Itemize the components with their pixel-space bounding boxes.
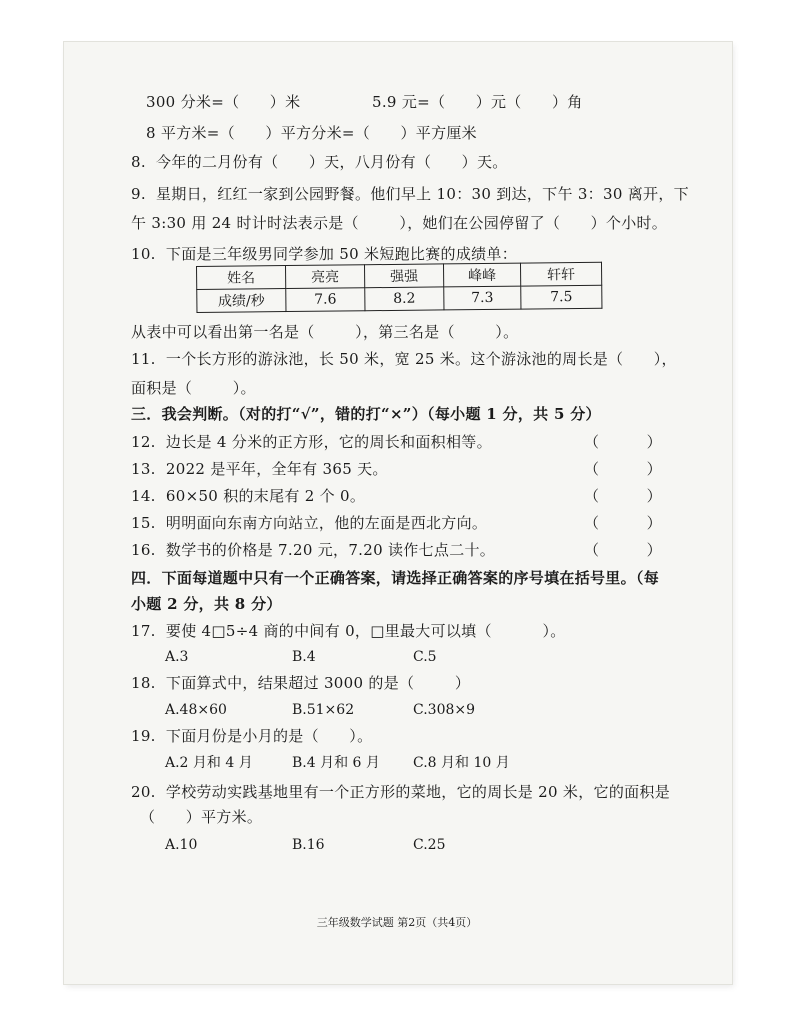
option-18-a: A.48×60 <box>165 702 227 718</box>
question-15: 15. 明明面向东南方向站立，他的左面是西北方向。 <box>131 514 488 532</box>
option-18-b: B.51×62 <box>292 702 355 718</box>
table-cell: 7.5 <box>521 285 602 309</box>
question-19: 19. 下面月份是小月的是（ ）。 <box>131 727 373 745</box>
option-18-c: C.308×9 <box>413 702 476 718</box>
question-20-line1: 20. 学校劳动实践基地里有一个正方形的菜地，它的周长是 20 米，它的面积是 <box>131 783 671 801</box>
question-13: 13. 2022 是平年，全年有 365 天。 <box>131 460 388 478</box>
option-17-a: A.3 <box>165 649 189 665</box>
option-17-c: C.5 <box>413 649 437 665</box>
section-3-title: 三．我会判断。（对的打“√”，错的打“×”）（每小题 1 分，共 5 分） <box>131 405 601 423</box>
conversion-8-sqm: 8 平方米=（ ）平方分米=（ ）平方厘米 <box>146 124 477 142</box>
option-19-c: C.8 月和 10 月 <box>413 755 510 771</box>
section-4-title-line2: 小题 2 分，共 8 分） <box>131 595 282 613</box>
section-4-title-line1: 四．下面每道题中只有一个正确答案，请选择正确答案的序号填在括号里。（每 <box>131 569 660 587</box>
option-19-b: B.4 月和 6 月 <box>292 755 380 771</box>
question-9-line2: 午 3:30 用 24 时计时法表示是（ ），她们在公园停留了（ ）个小时。 <box>131 214 668 232</box>
table-cell: 轩轩 <box>520 262 601 286</box>
table-cell: 强强 <box>364 264 443 288</box>
question-9-line1: 9. 星期日，红红一家到公园野餐。他们早上 10：30 到达，下午 3：30 离开，下 <box>131 185 689 203</box>
conversion-300dm: 300 分米=（ ）米 <box>146 93 301 111</box>
answer-paren-14: （ ） <box>584 487 662 505</box>
table-cell: 亮亮 <box>286 265 365 289</box>
table-cell: 7.6 <box>286 288 365 312</box>
table-cell: 8.2 <box>365 287 444 311</box>
answer-paren-13: （ ） <box>584 460 662 478</box>
question-8: 8. 今年的二月份有（ ）天，八月份有（ ）天。 <box>131 153 508 171</box>
option-17-b: B.4 <box>292 649 316 665</box>
question-12: 12. 边长是 4 分米的正方形，它的周长和面积相等。 <box>131 433 492 451</box>
option-20-b: B.16 <box>292 837 325 853</box>
score-table <box>196 262 602 313</box>
question-14: 14. 60×50 积的末尾有 2 个 0。 <box>131 487 366 505</box>
question-17: 17. 要使 4□5÷4 商的中间有 0，□里最大可以填（ ）。 <box>131 622 566 640</box>
table-cell: 峰峰 <box>443 263 520 287</box>
option-20-c: C.25 <box>413 837 446 853</box>
question-18: 18. 下面算式中，结果超过 3000 的是（ ） <box>131 674 471 692</box>
answer-paren-12: （ ） <box>584 433 662 451</box>
question-10-answer: 从表中可以看出第一名是（ ），第三名是（ ）。 <box>131 323 519 341</box>
option-20-a: A.10 <box>165 837 198 853</box>
page-footer: 三年级数学试题 第2页（共4页） <box>316 916 478 929</box>
question-16: 16. 数学书的价格是 7.20 元，7.20 读作七点二十。 <box>131 541 496 559</box>
table-cell: 成绩/秒 <box>197 289 286 313</box>
table-row-scores <box>197 285 602 312</box>
table-cell: 7.3 <box>444 286 521 310</box>
option-19-a: A.2 月和 4 月 <box>165 755 253 771</box>
conversion-5-9-yuan: 5.9 元=（ ）元（ ）角 <box>372 93 583 111</box>
question-10: 10. 下面是三年级男同学参加 50 米短跑比赛的成绩单： <box>131 245 518 263</box>
question-11-line2: 面积是（ ）。 <box>131 379 256 397</box>
question-11-line1: 11. 一个长方形的游泳池，长 50 米，宽 25 米。这个游泳池的周长是（ ）， <box>131 350 677 368</box>
answer-paren-16: （ ） <box>584 541 662 559</box>
table-cell: 姓名 <box>197 266 286 290</box>
question-20-line2: （ ）平方米。 <box>140 808 263 826</box>
answer-paren-15: （ ） <box>584 514 662 532</box>
